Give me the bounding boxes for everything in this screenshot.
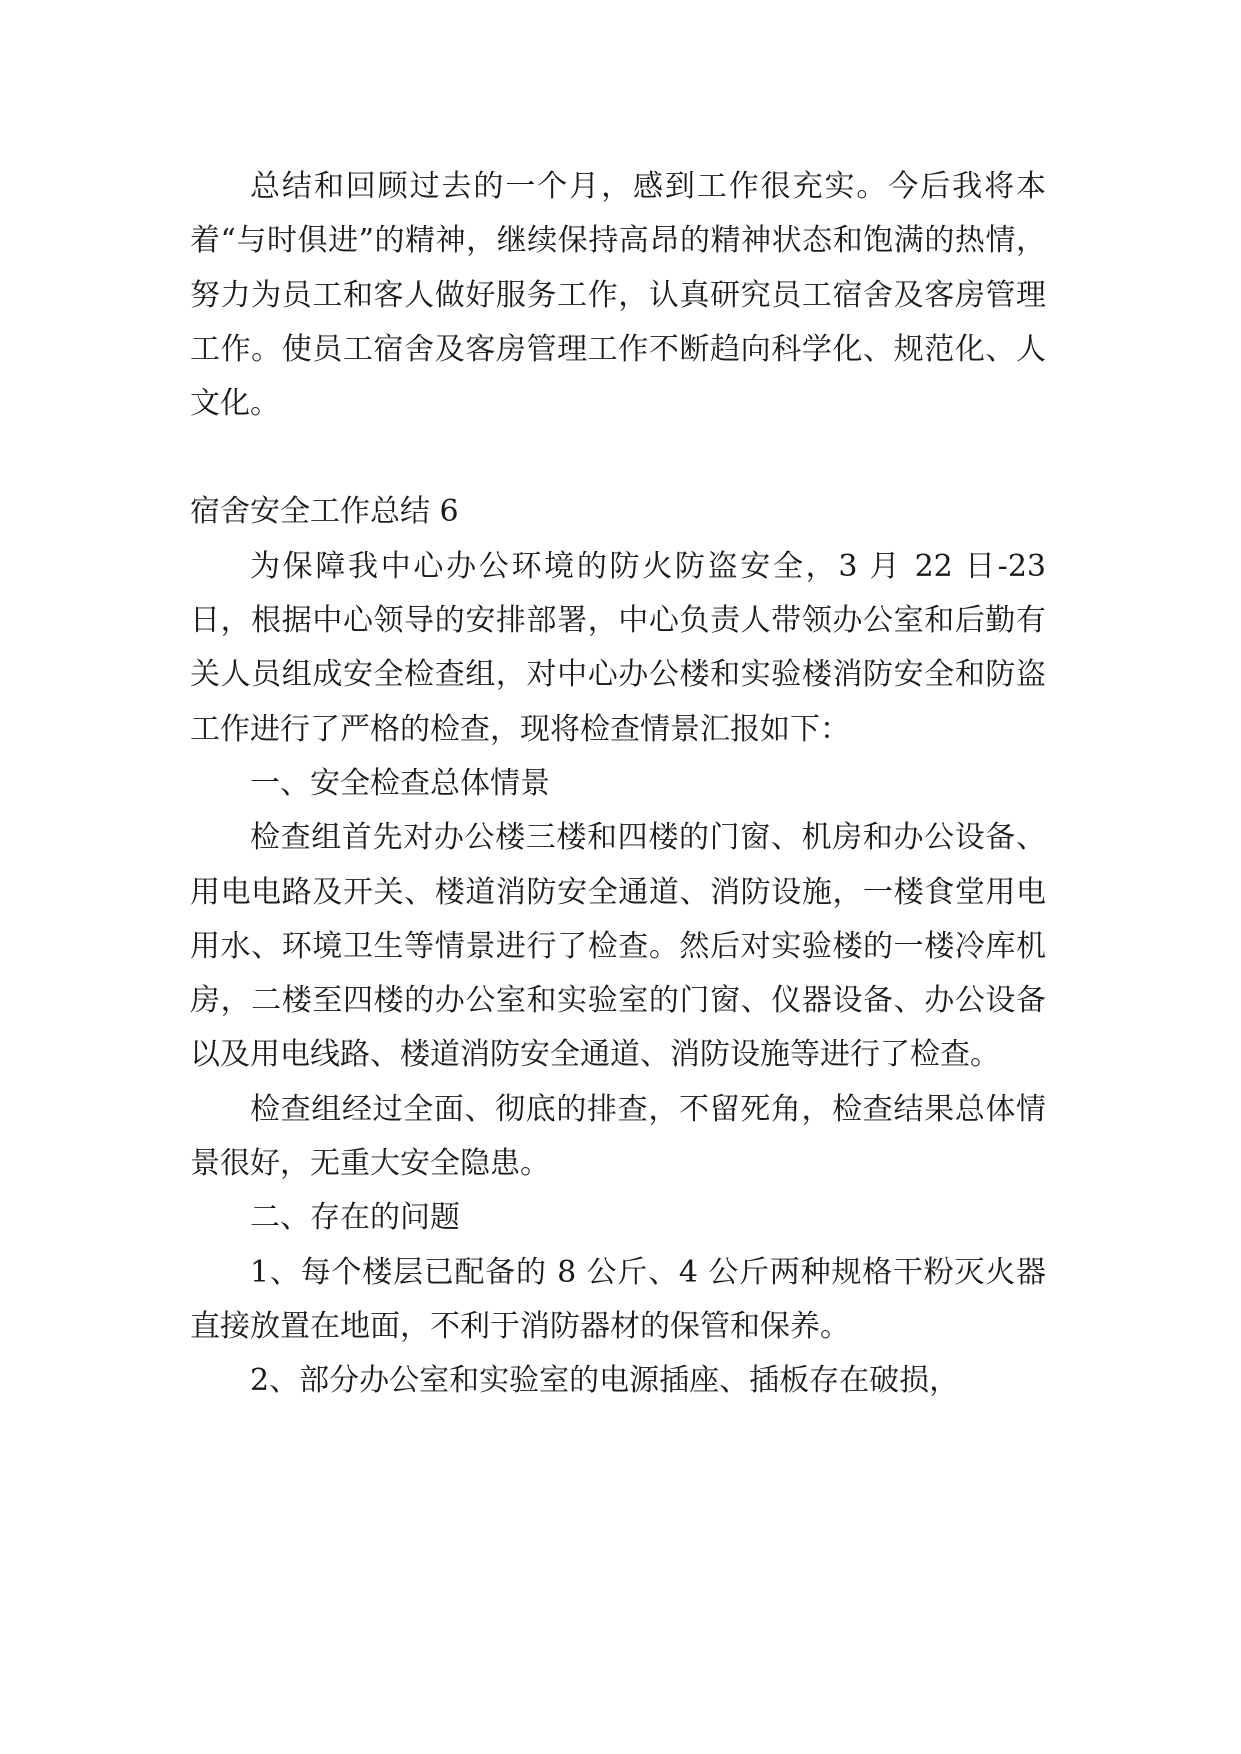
- section-title: 宿舍安全工作总结 6: [190, 494, 459, 530]
- document-body: [190, 160, 1046, 1409]
- section-heading-1: 一、安全检查总体情景: [250, 765, 550, 801]
- list-item-1: 1、每个楼层已配备的 8 公斤、4 公斤两种规格干粉灭火器直接放置在地面，不利于消防器材的保管和保养。: [190, 1254, 1046, 1344]
- list-item-2: 2、部分办公室和实验室的电源插座、插板存在破损，: [250, 1363, 960, 1399]
- paragraph-2: 检查组首先对办公楼三楼和四楼的门窗、机房和办公设备、用电电路及开关、楼道消防安全通道、消防设施，一楼食堂用电用水、环境卫生等情景进行了检查。然后对实验楼的一楼冷库机房，二楼至四楼的办公室和实验室的门窗、仪器设备、办公设备以及用电线路、楼道消防安全通道、消防设施等进行了检查。: [190, 820, 1046, 1073]
- intro-paragraph: 总结和回顾过去的一个月，感到工作很充实。今后我将本着“与时俱进”的精神，继续保持高昂的精神状态和饱满的热情，努力为员工和客人做好服务工作，认真研究员工宿舍及客房管理工作。使员工宿舍及客房管理工作不断趋向科学化、规范化、人文化。: [190, 169, 1046, 422]
- paragraph-3: 检查组经过全面、彻底的排查，不留死角，检查结果总体情景很好，无重大安全隐患。: [190, 1091, 1046, 1182]
- section-heading-2: 二、存在的问题: [250, 1200, 460, 1236]
- paragraph-1: 为保障我中心办公环境的防火防盗安全，3 月 22 日-23 日，根据中心领导的安排部署，中心负责人带领办公室和后勤有关人员组成安全检查组，对中心办公楼和实验楼消防安全和防盗工作进行了严格的检查，现将检查情景汇报如下：: [190, 548, 1046, 747]
